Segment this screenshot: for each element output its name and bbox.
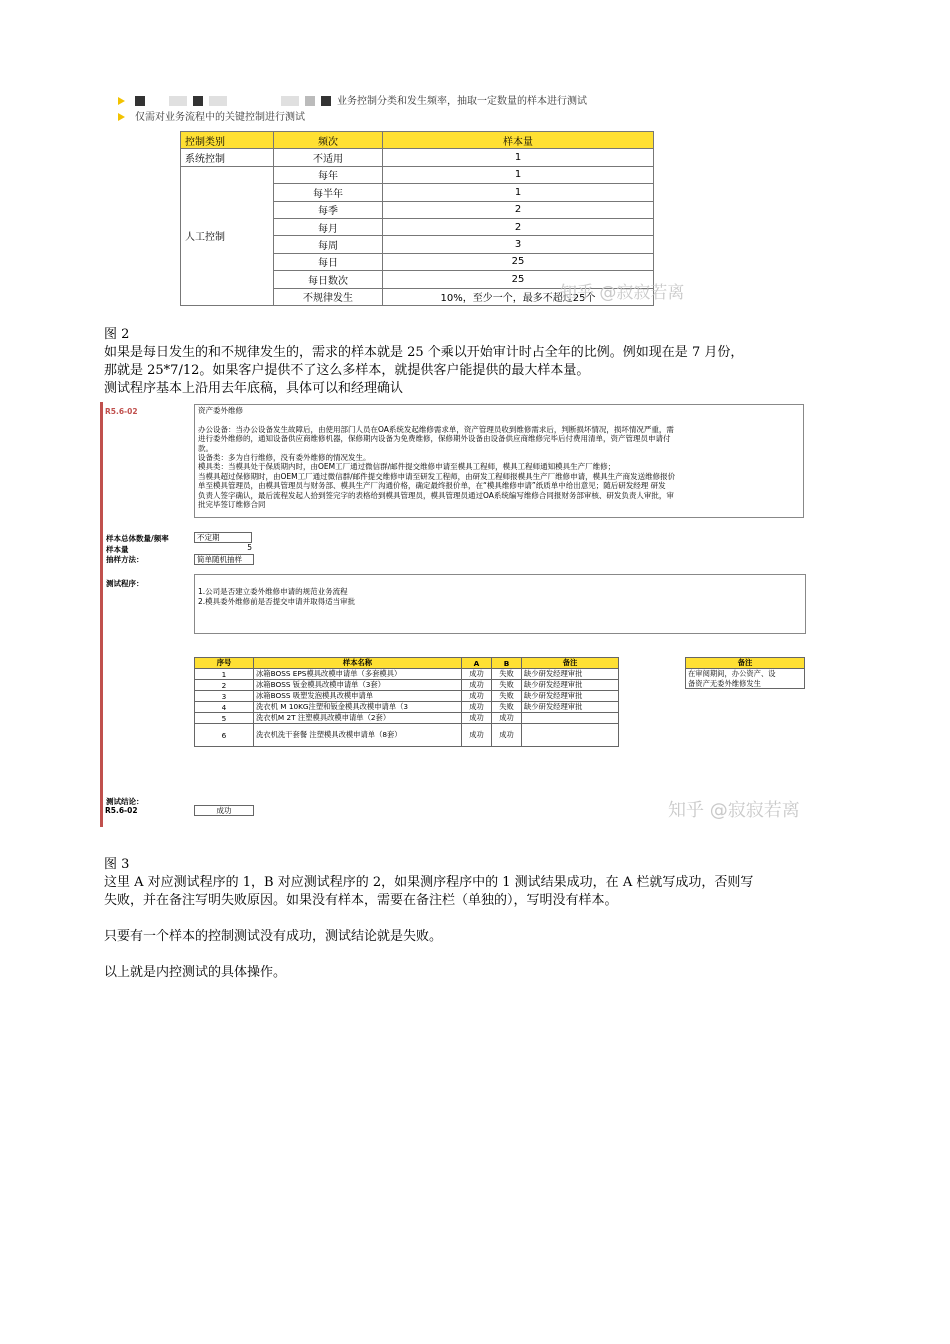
sample-total-value: 不定期: [194, 532, 252, 543]
paragraph-3-line-2: 失败，并在备注写明失败原因。如果没有样本，需要在备注栏（单独的），写明没有样本。: [104, 893, 618, 908]
result-b: 成功: [492, 713, 522, 724]
header-frequency: 频次: [274, 132, 383, 149]
sample-note: [522, 724, 619, 747]
header-sample-name: 样本名称: [254, 658, 462, 669]
paragraph-1-line-1: 如果是每日发生的和不规律发生的，需求的样本就是 25 个乘以开始审计时占全年的比例。例如现在是 7 月份，: [104, 345, 744, 360]
sampling-method-label: 抽样方法：: [106, 555, 144, 564]
sample-name: 洗衣机M 2T 注塑模具改模申请单（2套）: [254, 713, 462, 724]
paragraph-2: 测试程序基本上沿用去年底稿，具体可以和经理确认: [104, 381, 404, 396]
table-row: [195, 669, 619, 680]
redaction-block: [305, 96, 315, 106]
note-line: 在审阅期间，办公资产、设: [688, 669, 776, 678]
bullet-line-2: [118, 108, 305, 123]
test-program-label: 测试程序：: [106, 579, 144, 588]
sample-no: 6: [195, 724, 254, 747]
paragraph-1-line-2: 那就是 25*7/12。如果客户提供不了这么多样本，就提供客户能提供的最大样本量。: [104, 363, 590, 378]
frequency-cell: 每半年: [274, 184, 383, 201]
frequency-cell: 每日: [274, 253, 383, 270]
frequency-cell: 每周: [274, 236, 383, 253]
category-cell: 系统控制: [181, 149, 274, 166]
result-a: 成功: [462, 702, 492, 713]
result-a: 成功: [462, 713, 492, 724]
table-row: [181, 166, 654, 183]
result-a: 成功: [462, 669, 492, 680]
header-note: 备注: [522, 658, 619, 669]
note-line: 备资产无委外维修发生: [688, 678, 761, 688]
sample-name: 冰箱BOSS EPS模具改模申请单（多套模具）: [254, 669, 462, 680]
header-b: B: [492, 658, 522, 669]
sample-no: 3: [195, 691, 254, 702]
header-sample-size: 样本量: [383, 132, 654, 149]
size-cell: 1: [383, 166, 654, 183]
redaction-block: [209, 96, 227, 106]
header-no: 序号: [195, 658, 254, 669]
size-cell: 1: [383, 149, 654, 166]
table-row: [181, 149, 654, 166]
frequency-cell: 每年: [274, 166, 383, 183]
figure-3-caption: 图 3: [104, 857, 130, 872]
table-row: [195, 724, 619, 747]
figure-3-image: [100, 402, 812, 832]
paragraph-3-line-1: 这里 A 对应测试程序的 1，B 对应测试程序的 2，如果测序程序中的 1 测试结果成功，在 A 栏就写成功，否则写: [104, 875, 754, 890]
sample-note: 缺少研发经理审批: [522, 669, 619, 680]
size-cell: 3: [383, 236, 654, 253]
paragraph-5: 以上就是内控测试的具体操作。: [104, 965, 287, 980]
size-cell: 25: [383, 253, 654, 270]
watermark: 知乎 @寂寂若离: [560, 283, 685, 303]
table-row: [195, 713, 619, 724]
reference-code-bottom: R5.6-02: [105, 806, 138, 815]
sampling-method-value: 简单随机抽样: [194, 554, 254, 565]
note-content: [686, 669, 805, 689]
test-conclusion-label: 测试结论：: [106, 797, 144, 806]
description-line: 模具类：当模具处于保质期内时，由OEM工厂通过微信群/邮件提交维修申请至模具工程师，模具工程师通知模具生产厂维修；: [198, 462, 616, 472]
frequency-cell: 不规律发生: [274, 288, 383, 305]
size-cell: 2: [383, 218, 654, 235]
size-cell: 2: [383, 201, 654, 218]
redaction-block: [321, 96, 331, 106]
header-category: 控制类别: [181, 132, 274, 149]
description-line: 款。: [198, 443, 213, 453]
table-row: [195, 680, 619, 691]
red-margin-bar: [100, 402, 103, 827]
description-line: 进行委外维修的，通知设备供应商维修机器，保修期内设备为免费维修，保修期外设备由设备供应商维修完毕后付费用清单，资产管理员申请付: [198, 434, 671, 444]
sample-total-label: 样本总体数量/频率: [106, 534, 169, 543]
frequency-cell: 每日数次: [274, 271, 383, 288]
result-b: 成功: [492, 724, 522, 747]
header-a: A: [462, 658, 492, 669]
test-conclusion-value: 成功: [194, 805, 254, 816]
bullet-triangle-icon: [118, 113, 125, 121]
description-line: 单至模具管理员，由模具管理员与财务部、模具生产厂沟通价格，确定最终报价单，在“模具维修申请”纸质单中给出意见；随后研发经理 研发: [198, 481, 666, 491]
result-b: 失败: [492, 691, 522, 702]
test-program-box: [194, 574, 806, 634]
sample-size-value: 5: [247, 543, 252, 552]
bullet-1-text: 业务控制分类和发生频率，抽取一定数量的样本进行测试: [337, 96, 587, 107]
sample-note: 缺少研发经理审批: [522, 691, 619, 702]
result-a: 成功: [462, 724, 492, 747]
size-cell: 10%，至少一个，最多不超过25个: [383, 288, 654, 305]
size-cell: 25: [383, 271, 654, 288]
description-line: 设备类：多为自行维修，没有委外维修的情况发生。: [198, 453, 371, 463]
result-a: 成功: [462, 680, 492, 691]
description-line: 负责人签字确认，最后流程发起人拾到签完字的表格给到模具管理员，模具管理员通过OA系统编写维修合同报财务部审核、研发负责人审批，审: [198, 490, 674, 500]
result-a: 成功: [462, 691, 492, 702]
bullet-line-1: [118, 92, 587, 107]
category-cell: 人工控制: [181, 166, 274, 305]
sample-name: 冰箱BOSS 钣金模具改模申请单（3套）: [254, 680, 462, 691]
sample-note: 缺少研发经理审批: [522, 702, 619, 713]
figure-2-image: [104, 84, 685, 312]
result-b: 失败: [492, 680, 522, 691]
sample-name: 洗衣机洗干套餐 注塑模具改模申请单（8套）: [254, 724, 462, 747]
figure-2-caption: 图 2: [104, 327, 130, 342]
note-header: 备注: [686, 658, 805, 669]
redaction-block: [169, 96, 187, 106]
result-b: 失败: [492, 669, 522, 680]
sample-no: 2: [195, 680, 254, 691]
frequency-cell: 不适用: [274, 149, 383, 166]
redaction-block: [193, 96, 203, 106]
description-line: 批完毕签订维修合同: [198, 500, 266, 510]
sample-name: 洗衣机 M 10KG注塑和钣金模具改模申请单（3: [254, 702, 462, 713]
redaction-block: [135, 96, 145, 106]
program-step-2: 2.模具委外维修前是否提交申请并取得适当审批: [198, 597, 356, 606]
reference-code: R5.6-02: [105, 407, 138, 416]
bullet-triangle-icon: [118, 97, 125, 105]
sample-note: [522, 713, 619, 724]
program-step-1: 1.公司是否建立委外维修申请的规范业务流程: [198, 587, 348, 596]
result-b: 失败: [492, 702, 522, 713]
table-row: [195, 691, 619, 702]
description-title: 资产委外维修: [198, 406, 243, 415]
sample-note: 缺少研发经理审批: [522, 680, 619, 691]
sample-size-label: 样本量: [106, 545, 129, 554]
paragraph-4: 只要有一个样本的控制测试没有成功，测试结论就是失败。: [104, 929, 443, 944]
sample-no: 1: [195, 669, 254, 680]
bullet-2-text: 仅需对业务流程中的关键控制进行测试: [135, 112, 305, 123]
separate-note-table: [685, 657, 805, 689]
description-line: 办公设备：当办公设备发生故障后，由使用部门人员在OA系统发起维修需求单，资产管理员收到维修需求后，判断损坏情况，损坏情况严重，需: [198, 424, 674, 434]
control-description-box: [194, 404, 804, 518]
frequency-cell: 每月: [274, 218, 383, 235]
sample-results-table: [194, 657, 619, 747]
table-row: [195, 702, 619, 713]
redaction-block: [281, 96, 299, 106]
sample-no: 4: [195, 702, 254, 713]
frequency-cell: 每季: [274, 201, 383, 218]
sample-name: 冰箱BOSS 吸塑发泡模具改模申请单: [254, 691, 462, 702]
watermark: 知乎 @寂寂若离: [668, 800, 800, 821]
description-line: 当模具超过保修期时，由OEM工厂通过微信群/邮件提交维修申请至研发工程师，由研发工程师报模具生产厂维修申请，模具生产商发送维修报价: [198, 471, 676, 481]
sample-no: 5: [195, 713, 254, 724]
size-cell: 1: [383, 184, 654, 201]
